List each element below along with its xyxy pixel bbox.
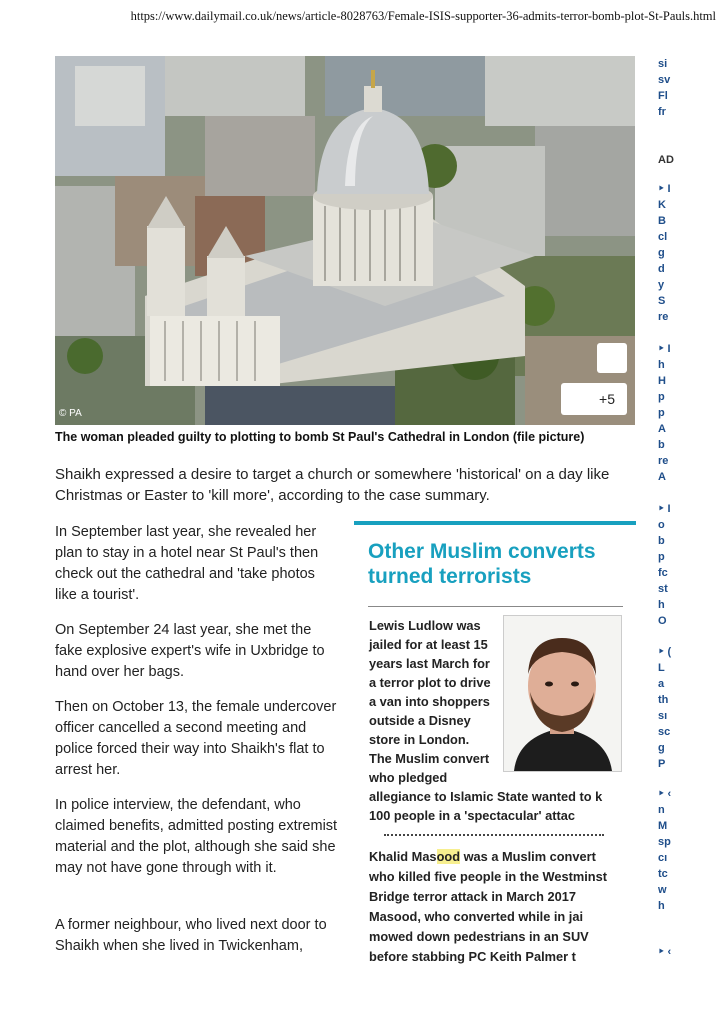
divider bbox=[368, 606, 623, 607]
sidebar-link[interactable]: ‣ ( L a th sı sc g P bbox=[658, 646, 672, 770]
sidebar-link[interactable]: ‣ I o b p fc st h O bbox=[658, 503, 671, 627]
entry-text: who pledged bbox=[369, 770, 448, 785]
article-paragraph: Then on October 13, the female undercover officer cancelled a second meeting and police forced their way into Shaikh's flat to arrest her. bbox=[55, 699, 337, 778]
person-name: Khalid Mas bbox=[369, 849, 437, 864]
right-sidebar bbox=[658, 56, 724, 976]
dotted-divider bbox=[384, 834, 604, 836]
entry-text: years last March for bbox=[369, 656, 490, 671]
entry-text: was a Muslim convert bbox=[460, 849, 596, 864]
entry-text: jailed for at least 15 bbox=[369, 637, 488, 652]
related-factbox bbox=[354, 521, 636, 965]
sidebar-link[interactable]: ‣ I K B cl g d y S re bbox=[658, 183, 671, 323]
article-paragraph: On September 24 last year, she met the fake explosive expert's wife in Uxbridge to hand over her bags. bbox=[55, 622, 325, 680]
entry-text: outside a Disney bbox=[369, 713, 471, 728]
factbox-lewis-entry bbox=[369, 616, 636, 825]
cathedral-photo bbox=[55, 56, 635, 425]
entry-text: Bridge terror attack in March 2017 bbox=[369, 889, 576, 904]
entry-text: The Muslim convert bbox=[369, 751, 490, 766]
hero-image[interactable] bbox=[55, 56, 635, 425]
article-paragraph: In September last year, she revealed her plan to stay in a hotel near St Paul's then check out the cathedral and 'take photos like a tourist'. bbox=[55, 524, 319, 603]
sidebar-link[interactable]: si sv Fl fr bbox=[658, 58, 671, 118]
ad-label: AD bbox=[658, 154, 674, 166]
person-name: Lewis Ludlow bbox=[369, 618, 453, 633]
sidebar-link[interactable]: ‣ I h H p p A b re A bbox=[658, 343, 671, 483]
article-paragraph: A former neighbour, who lived next door to Shaikh when she lived in Twickenham, bbox=[55, 917, 327, 954]
factbox-title: Other Muslim converts turned terrorists bbox=[368, 540, 596, 588]
page-url: https://www.dailymail.co.uk/news/article-8028763/Female-ISIS-supporter-36-admits-terror-bomb-plot-St-Pauls.html bbox=[130, 9, 716, 23]
entry-text: a terror plot to drive bbox=[369, 675, 491, 690]
highlighted-text: ood bbox=[436, 849, 461, 864]
entry-text: mowed down pedestrians in an SUV bbox=[369, 929, 589, 944]
article-paragraph: In police interview, the defendant, who claimed benefits, admitted posting extremist material and the plot, although she said she may not have gone through with it. bbox=[55, 797, 338, 876]
photo-credit: © PA bbox=[59, 408, 82, 419]
entry-text: a van into shoppers bbox=[369, 694, 490, 709]
entry-text: who killed five people in the Westminst bbox=[369, 869, 607, 884]
sidebar-link[interactable]: ‣ ‹ n M sp cı tc w h bbox=[658, 788, 672, 912]
more-photos-button[interactable]: +5 bbox=[561, 383, 627, 415]
sidebar-link[interactable]: ‣ ‹ bbox=[658, 946, 672, 958]
article-paragraph: Shaikh expressed a desire to target a church or somewhere 'historical' on a day like Christmas or Easter to 'kill more', according to the case summary. bbox=[55, 466, 610, 504]
entry-text: before stabbing PC Keith Palmer t bbox=[369, 949, 576, 964]
entry-text: was bbox=[456, 618, 481, 633]
entry-text: 100 people in a 'spectacular' attac bbox=[369, 808, 575, 823]
entry-text: allegiance to Islamic State wanted to k bbox=[369, 789, 603, 804]
entry-text: store in London. bbox=[369, 732, 470, 747]
factbox-khalid-entry bbox=[369, 847, 636, 965]
entry-text: Masood, who converted while in jai bbox=[369, 909, 584, 924]
image-caption: The woman pleaded guilty to plotting to bomb St Paul's Cathedral in London (file picture) bbox=[55, 430, 585, 444]
expand-image-button[interactable] bbox=[597, 343, 627, 373]
